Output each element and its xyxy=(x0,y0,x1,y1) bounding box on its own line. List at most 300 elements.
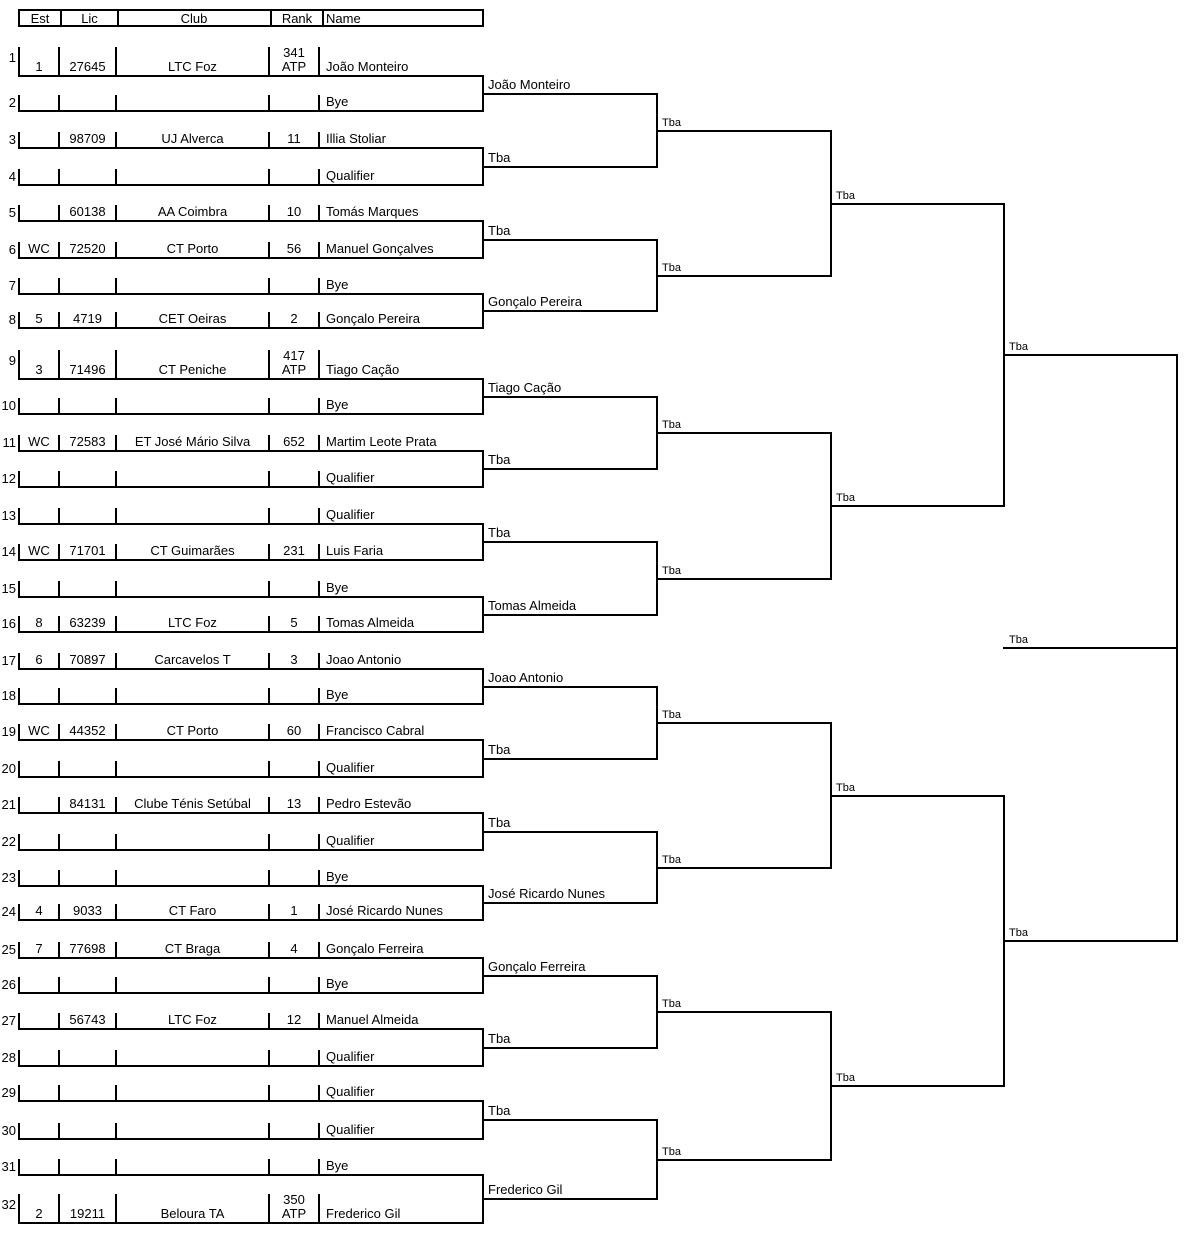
bracket-winner-line xyxy=(656,130,832,132)
bracket-winner-line xyxy=(482,758,658,760)
player-name: Frederico Gil xyxy=(326,1206,401,1221)
column-divider xyxy=(115,169,117,186)
player-name: Bye xyxy=(326,580,349,595)
player-name: Bye xyxy=(326,687,349,702)
column-divider xyxy=(318,278,320,295)
header-divider xyxy=(322,11,324,25)
column-divider xyxy=(58,1123,60,1140)
entry-lic: 77698 xyxy=(69,941,106,956)
column-divider xyxy=(115,1159,117,1176)
column-divider xyxy=(58,1050,60,1067)
round2-winner: Tba xyxy=(488,742,511,757)
player-name: Gonçalo Pereira xyxy=(326,311,420,326)
row-number: 8 xyxy=(8,312,16,327)
column-divider xyxy=(268,688,270,705)
bracket-winner-line xyxy=(482,614,658,616)
player-name: Bye xyxy=(326,1158,349,1173)
entry-rank-atp: ATP xyxy=(281,362,307,377)
player-name: Bye xyxy=(326,277,349,292)
column-divider xyxy=(58,870,60,887)
column-divider xyxy=(318,942,320,959)
player-name: Qualifier xyxy=(326,507,375,522)
bracket-winner-line xyxy=(482,1047,658,1049)
entry-club: CT Braga xyxy=(164,941,221,956)
bracket-winner-line xyxy=(482,93,658,95)
column-divider xyxy=(318,581,320,598)
column-divider xyxy=(268,398,270,415)
column-divider xyxy=(18,1050,20,1067)
entry-rank: 56 xyxy=(286,241,302,256)
column-divider xyxy=(268,761,270,778)
row-number: 32 xyxy=(1,1197,16,1212)
player-name: Bye xyxy=(326,976,349,991)
entry-baseline xyxy=(18,1174,484,1176)
column-divider xyxy=(58,471,60,488)
round2-winner: Tba xyxy=(488,525,511,540)
column-divider xyxy=(268,1085,270,1102)
entry-baseline xyxy=(18,1222,484,1224)
entry-baseline xyxy=(18,1100,484,1102)
round2-winner: Tba xyxy=(488,815,511,830)
column-divider xyxy=(318,205,320,222)
entry-club: Beloura TA xyxy=(160,1206,225,1221)
column-divider xyxy=(268,169,270,186)
entry-baseline xyxy=(18,184,484,186)
bracket-winner-line xyxy=(830,203,1005,205)
column-divider xyxy=(18,688,20,705)
entry-club: Clube Ténis Setúbal xyxy=(134,796,251,811)
player-name: Qualifier xyxy=(326,1122,375,1137)
header-lic: Lic xyxy=(81,11,98,26)
entry-rank-atp: ATP xyxy=(281,1206,307,1221)
entry-rank: 11 xyxy=(287,131,301,146)
column-divider xyxy=(18,1123,20,1140)
bracket-winner-line xyxy=(482,166,658,168)
column-divider xyxy=(318,544,320,561)
column-divider xyxy=(318,1050,320,1067)
round2-winner: Gonçalo Pereira xyxy=(488,294,582,309)
entry-est: 7 xyxy=(35,941,43,956)
column-divider xyxy=(268,834,270,851)
entry-rank: 3 xyxy=(290,652,298,667)
column-divider xyxy=(18,1085,20,1102)
player-name: Bye xyxy=(326,397,349,412)
column-divider xyxy=(318,95,320,112)
entry-rank: 13 xyxy=(286,796,302,811)
entry-lic: 4719 xyxy=(73,311,102,326)
entry-lic: 71496 xyxy=(69,362,106,377)
entry-baseline xyxy=(18,450,484,452)
column-divider xyxy=(115,1085,117,1102)
round3-winner: Tba xyxy=(662,419,681,431)
bracket-winner-line xyxy=(482,686,658,688)
entry-rank: 4 xyxy=(290,941,298,956)
entry-lic: 63239 xyxy=(69,615,106,630)
round3-winner: Tba xyxy=(662,1146,681,1158)
bracket-winner-line xyxy=(1003,354,1178,356)
column-divider xyxy=(115,870,117,887)
bracket-winner-line xyxy=(482,468,658,470)
column-divider xyxy=(115,95,117,112)
round4-winner: Tba xyxy=(836,782,855,794)
player-name: Manuel Gonçalves xyxy=(326,241,434,256)
row-number: 2 xyxy=(8,95,16,110)
column-divider xyxy=(58,688,60,705)
round2-winner: Tomas Almeida xyxy=(488,598,577,613)
column-divider xyxy=(318,242,320,259)
entry-est: 4 xyxy=(35,903,43,918)
row-number: 19 xyxy=(1,724,16,739)
entry-baseline xyxy=(18,147,484,149)
column-divider xyxy=(58,398,60,415)
entry-baseline xyxy=(18,631,484,633)
bracket-winner-line xyxy=(830,1085,1005,1087)
column-divider xyxy=(115,834,117,851)
bracket-winner-line xyxy=(482,239,658,241)
player-name: Manuel Almeida xyxy=(326,1012,419,1027)
player-name: João Monteiro xyxy=(326,59,409,74)
round3-winner: Tba xyxy=(662,262,681,274)
bracket-winner-line xyxy=(830,795,1005,797)
entry-club: ET José Mário Silva xyxy=(134,434,251,449)
column-divider xyxy=(115,1050,117,1067)
column-divider xyxy=(18,834,20,851)
row-number: 18 xyxy=(1,688,16,703)
row-number: 11 xyxy=(2,435,16,450)
entry-baseline xyxy=(18,257,484,259)
entry-lic: 70897 xyxy=(69,652,106,667)
row-number: 28 xyxy=(1,1050,16,1065)
column-divider xyxy=(268,1159,270,1176)
bracket-winner-line xyxy=(830,505,1005,507)
column-divider xyxy=(18,471,20,488)
entry-baseline xyxy=(18,1065,484,1067)
entry-baseline xyxy=(18,559,484,561)
row-number: 14 xyxy=(1,544,16,559)
column-divider xyxy=(115,977,117,994)
column-divider xyxy=(318,398,320,415)
player-name: Qualifier xyxy=(326,833,375,848)
column-divider xyxy=(58,761,60,778)
column-divider xyxy=(115,508,117,525)
row-number: 24 xyxy=(1,904,16,919)
entry-baseline xyxy=(18,327,484,329)
row-number: 25 xyxy=(1,942,16,957)
row-number: 5 xyxy=(8,205,16,220)
player-name: Qualifier xyxy=(326,1084,375,1099)
row-number: 20 xyxy=(1,761,16,776)
column-divider xyxy=(58,1085,60,1102)
player-name: Bye xyxy=(326,94,349,109)
entry-lic: 19211 xyxy=(69,1206,106,1221)
player-name: Francisco Cabral xyxy=(326,723,425,738)
column-divider xyxy=(18,508,20,525)
bracket-winner-line xyxy=(482,1198,658,1200)
entry-rank: 5 xyxy=(290,615,298,630)
player-name: Luis Faria xyxy=(326,543,384,558)
round2-winner: Tiago Cação xyxy=(488,380,562,395)
round2-winner: Tba xyxy=(488,1031,511,1046)
column-divider xyxy=(318,508,320,525)
entry-lic: 60138 xyxy=(69,204,106,219)
column-divider xyxy=(268,581,270,598)
column-divider xyxy=(18,581,20,598)
column-divider xyxy=(58,95,60,112)
entry-baseline xyxy=(18,293,484,295)
entry-est: 8 xyxy=(35,615,43,630)
entry-baseline xyxy=(18,812,484,814)
entry-club: LTC Foz xyxy=(168,615,217,630)
column-divider xyxy=(318,132,320,149)
entry-est: WC xyxy=(28,543,50,558)
column-divider xyxy=(58,834,60,851)
row-number: 13 xyxy=(1,508,16,523)
entry-lic: 72520 xyxy=(69,241,106,256)
player-name: Tiago Cação xyxy=(326,362,400,377)
header-rank: Rank xyxy=(281,11,313,26)
round3-winner: Tba xyxy=(662,117,681,129)
column-divider xyxy=(18,205,20,222)
final-winner: Tba xyxy=(1009,634,1028,646)
entry-club: Carcavelos T xyxy=(154,652,231,667)
player-name: Qualifier xyxy=(326,168,375,183)
entry-est: 5 xyxy=(35,311,43,326)
bracket-winner-line xyxy=(656,275,832,277)
bracket-winner-line xyxy=(656,867,832,869)
row-number: 21 xyxy=(1,797,16,812)
row-number: 6 xyxy=(8,242,16,257)
player-name: Gonçalo Ferreira xyxy=(326,941,424,956)
bracket-winner-line xyxy=(482,396,658,398)
header-club: Club xyxy=(180,11,208,26)
column-divider xyxy=(318,761,320,778)
column-divider xyxy=(318,1085,320,1102)
round4-winner: Tba xyxy=(836,492,855,504)
column-divider xyxy=(268,1123,270,1140)
table-header xyxy=(18,9,484,27)
round2-winner: Joao Antonio xyxy=(488,670,564,685)
entry-rank: 341 xyxy=(283,45,305,60)
round2-winner: Tba xyxy=(488,1103,511,1118)
column-divider xyxy=(18,278,20,295)
column-divider xyxy=(318,616,320,633)
bracket-winner-line xyxy=(482,831,658,833)
bracket-winner-line xyxy=(482,1119,658,1121)
round2-winner: Gonçalo Ferreira xyxy=(488,959,586,974)
semifinal-winner: Tba xyxy=(1009,341,1028,353)
header-est: Est xyxy=(30,11,50,26)
entry-est: 3 xyxy=(35,362,43,377)
player-name: Illia Stoliar xyxy=(326,131,386,146)
entry-club: CT Guimarães xyxy=(150,543,235,558)
entry-baseline xyxy=(18,776,484,778)
column-divider xyxy=(18,1013,20,1030)
entry-rank: 652 xyxy=(283,434,305,449)
entry-rank: 60 xyxy=(286,723,302,738)
entry-lic: 84131 xyxy=(69,796,106,811)
entry-lic: 9033 xyxy=(73,903,102,918)
entry-baseline xyxy=(18,486,484,488)
entry-baseline xyxy=(18,596,484,598)
bracket-winner-line xyxy=(482,310,658,312)
entry-est: 1 xyxy=(35,59,43,74)
player-name: José Ricardo Nunes xyxy=(326,903,444,918)
column-divider xyxy=(318,904,320,921)
round2-winner: João Monteiro xyxy=(488,77,571,92)
round3-winner: Tba xyxy=(662,565,681,577)
entry-club: CET Oeiras xyxy=(158,311,227,326)
entry-rank: 1 xyxy=(290,903,298,918)
entry-baseline xyxy=(18,703,484,705)
column-divider xyxy=(115,688,117,705)
entry-club: LTC Foz xyxy=(168,1012,217,1027)
column-divider xyxy=(18,169,20,186)
row-number: 16 xyxy=(1,616,16,631)
column-divider xyxy=(318,653,320,670)
entry-lic: 98709 xyxy=(69,131,106,146)
entry-baseline xyxy=(18,413,484,415)
entry-rank: 350 xyxy=(283,1192,305,1207)
column-divider xyxy=(115,398,117,415)
entry-club: LTC Foz xyxy=(168,59,217,74)
column-divider xyxy=(58,508,60,525)
entry-club: UJ Alverca xyxy=(161,131,224,146)
column-divider xyxy=(318,1123,320,1140)
entry-est: WC xyxy=(28,723,50,738)
semifinal-winner: Tba xyxy=(1009,927,1028,939)
column-divider xyxy=(318,724,320,741)
row-number: 23 xyxy=(1,870,16,885)
bracket-winner-line xyxy=(1003,940,1178,942)
column-divider xyxy=(18,977,20,994)
column-divider xyxy=(115,1123,117,1140)
bracket-winner-line xyxy=(482,902,658,904)
entry-rank: 2 xyxy=(290,311,298,326)
row-number: 22 xyxy=(1,834,16,849)
entry-rank: 417 xyxy=(283,348,305,363)
entry-est: WC xyxy=(28,434,50,449)
round2-winner: Tba xyxy=(488,452,511,467)
entry-baseline xyxy=(18,110,484,112)
column-divider xyxy=(318,435,320,452)
entry-rank: 12 xyxy=(286,1012,302,1027)
header-name: Name xyxy=(326,11,361,26)
column-divider xyxy=(18,797,20,814)
bracket-winner-line xyxy=(656,1159,832,1161)
round4-winner: Tba xyxy=(836,190,855,202)
column-divider xyxy=(18,132,20,149)
player-name: Tomas Almeida xyxy=(326,615,415,630)
bracket-winner-line xyxy=(656,432,832,434)
column-divider xyxy=(115,581,117,598)
row-number: 7 xyxy=(8,278,16,293)
bracket-winner-line xyxy=(482,541,658,543)
column-divider xyxy=(58,1159,60,1176)
column-divider xyxy=(318,350,320,380)
row-number: 30 xyxy=(1,1123,16,1138)
entry-baseline xyxy=(18,1138,484,1140)
column-divider xyxy=(318,312,320,329)
entry-lic: 27645 xyxy=(69,59,106,74)
column-divider xyxy=(318,834,320,851)
entry-club: AA Coimbra xyxy=(157,204,228,219)
player-name: Qualifier xyxy=(326,1049,375,1064)
entry-lic: 71701 xyxy=(69,543,106,558)
row-number: 17 xyxy=(1,653,16,668)
bracket-winner-line xyxy=(656,578,832,580)
column-divider xyxy=(318,797,320,814)
column-divider xyxy=(268,870,270,887)
column-divider xyxy=(268,471,270,488)
bracket-winner-line xyxy=(656,722,832,724)
round2-winner: Tba xyxy=(488,150,511,165)
entry-baseline xyxy=(18,739,484,741)
bracket-winner-line xyxy=(482,975,658,977)
entry-rank: 10 xyxy=(286,204,302,219)
column-divider xyxy=(268,1050,270,1067)
entry-rank-atp: ATP xyxy=(281,59,307,74)
bracket-winner-line xyxy=(656,1011,832,1013)
column-divider xyxy=(18,870,20,887)
round3-winner: Tba xyxy=(662,854,681,866)
player-name: Joao Antonio xyxy=(326,652,402,667)
player-name: Pedro Estevão xyxy=(326,796,412,811)
entry-est: 6 xyxy=(35,652,43,667)
entry-est: WC xyxy=(28,241,50,256)
column-divider xyxy=(18,95,20,112)
row-number: 4 xyxy=(8,169,16,184)
entry-club: CT Porto xyxy=(166,723,219,738)
player-name: Qualifier xyxy=(326,760,375,775)
row-number: 15 xyxy=(1,581,16,596)
round2-winner: Tba xyxy=(488,223,511,238)
round2-winner: Frederico Gil xyxy=(488,1182,563,1197)
column-divider xyxy=(318,471,320,488)
row-number: 31 xyxy=(1,1159,16,1174)
column-divider xyxy=(318,1159,320,1176)
column-divider xyxy=(318,977,320,994)
column-divider xyxy=(268,508,270,525)
column-divider xyxy=(58,977,60,994)
column-divider xyxy=(318,688,320,705)
column-divider xyxy=(268,95,270,112)
player-name: Bye xyxy=(326,869,349,884)
entry-baseline xyxy=(18,220,484,222)
entry-baseline xyxy=(18,992,484,994)
entry-baseline xyxy=(18,75,484,77)
row-number: 9 xyxy=(8,353,16,368)
entry-club: CT Peniche xyxy=(158,362,227,377)
entry-baseline xyxy=(18,885,484,887)
column-divider xyxy=(58,278,60,295)
entry-rank: 231 xyxy=(283,543,305,558)
column-divider xyxy=(318,169,320,186)
entry-baseline xyxy=(18,957,484,959)
column-divider xyxy=(115,278,117,295)
player-name: Qualifier xyxy=(326,470,375,485)
column-divider xyxy=(268,278,270,295)
column-divider xyxy=(18,398,20,415)
column-divider xyxy=(318,47,320,77)
column-divider xyxy=(115,761,117,778)
entry-baseline xyxy=(18,523,484,525)
entry-club: CT Faro xyxy=(168,903,217,918)
entry-lic: 44352 xyxy=(69,723,106,738)
column-divider xyxy=(58,169,60,186)
row-number: 26 xyxy=(1,977,16,992)
round3-winner: Tba xyxy=(662,709,681,721)
entry-baseline xyxy=(18,668,484,670)
